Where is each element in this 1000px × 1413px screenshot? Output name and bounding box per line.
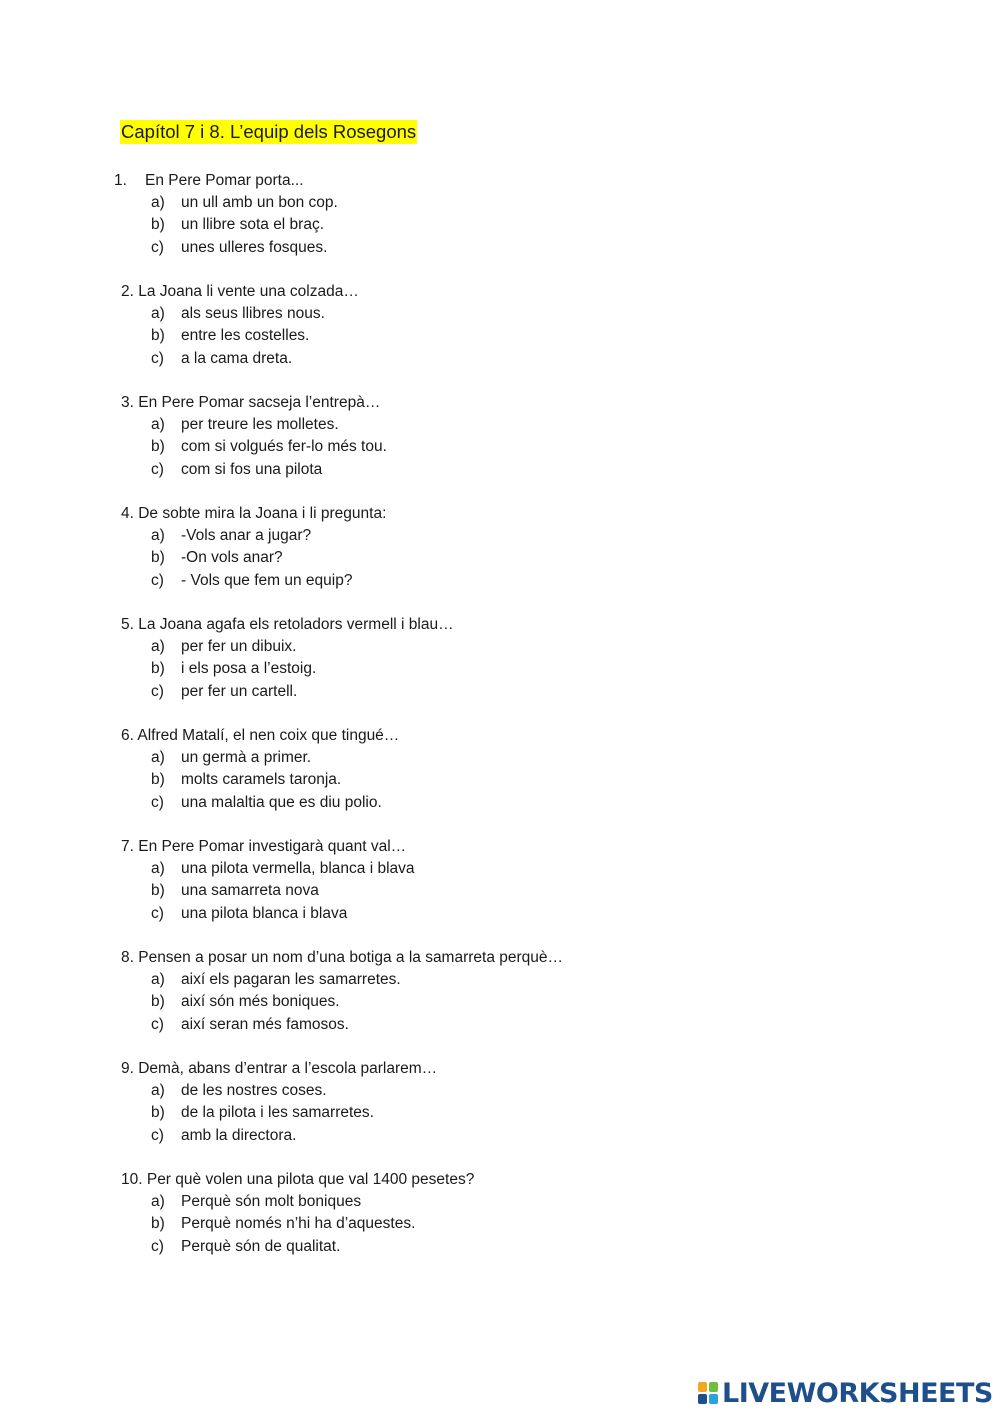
option-text: -On vols anar? — [181, 549, 283, 566]
option-letter: c) — [151, 1127, 164, 1144]
question-text: 5. La Joana agafa els retoladors vermell i blau… — [121, 616, 454, 633]
option-letter: a) — [151, 527, 165, 544]
option-c[interactable] — [151, 348, 292, 370]
option-letter: b) — [151, 771, 165, 788]
option-letter: b) — [151, 660, 165, 677]
option-letter: a) — [151, 749, 165, 766]
option-letter: a) — [151, 416, 165, 433]
logo-square-icon — [698, 1382, 707, 1392]
option-b[interactable] — [151, 547, 283, 569]
option-text: amb la directora. — [181, 1127, 297, 1144]
option-text: una malaltia que es diu polio. — [181, 794, 382, 811]
option-text: - Vols que fem un equip? — [181, 572, 353, 589]
option-a[interactable] — [151, 1080, 327, 1102]
option-letter: b) — [151, 993, 165, 1010]
option-letter: b) — [151, 1215, 165, 1232]
question-8 — [0, 947, 1000, 1058]
option-text: de les nostres coses. — [181, 1082, 327, 1099]
option-letter: b) — [151, 327, 165, 344]
option-a[interactable] — [151, 192, 338, 214]
option-b[interactable] — [151, 214, 324, 236]
option-c[interactable] — [151, 681, 297, 703]
question-text: 9. Demà, abans d’entrar a l’escola parlarem… — [121, 1060, 438, 1077]
question-9 — [0, 1058, 1000, 1169]
option-b[interactable] — [151, 991, 340, 1013]
option-b[interactable] — [151, 880, 319, 902]
option-a[interactable] — [151, 747, 311, 769]
question-number: 1. — [114, 172, 127, 189]
option-text: -Vols anar a jugar? — [181, 527, 312, 544]
question-text: 3. En Pere Pomar sacseja l’entrepà… — [121, 394, 381, 411]
option-a[interactable] — [151, 636, 296, 658]
page-title: Capítol 7 i 8. L’equip dels Rosegons — [121, 121, 417, 142]
option-letter: b) — [151, 1104, 165, 1121]
option-letter: c) — [151, 239, 164, 256]
option-letter: a) — [151, 1082, 165, 1099]
option-text: als seus llibres nous. — [181, 305, 325, 322]
option-letter: a) — [151, 638, 165, 655]
option-text: per fer un dibuix. — [181, 638, 297, 655]
option-text: unes ulleres fosques. — [181, 239, 328, 256]
option-c[interactable] — [151, 237, 327, 259]
liveworksheets-logo-icon — [697, 1381, 719, 1405]
option-a[interactable] — [151, 303, 325, 325]
question-list — [0, 170, 1000, 1280]
option-letter: b) — [151, 216, 165, 233]
question-text: 8. Pensen a posar un nom d’una botiga a la samarreta perquè… — [121, 949, 564, 966]
option-text: com si volgués fer-lo més tou. — [181, 438, 387, 455]
option-text: una samarreta nova — [181, 882, 319, 899]
option-text: un germà a primer. — [181, 749, 312, 766]
question-text: 2. La Joana li vente una colzada… — [121, 283, 359, 300]
option-letter: a) — [151, 1193, 165, 1210]
question-6 — [0, 725, 1000, 836]
question-10 — [0, 1169, 1000, 1280]
logo-square-icon — [709, 1394, 718, 1404]
option-letter: c) — [151, 1238, 164, 1255]
option-c[interactable] — [151, 1236, 340, 1258]
question-4 — [0, 503, 1000, 614]
option-text: Perquè són de qualitat. — [181, 1238, 341, 1255]
option-letter: a) — [151, 305, 165, 322]
option-a[interactable] — [151, 969, 401, 991]
option-b[interactable] — [151, 325, 309, 347]
option-text: Perquè són molt boniques — [181, 1193, 362, 1210]
question-3 — [0, 392, 1000, 503]
option-c[interactable] — [151, 903, 347, 925]
option-letter: b) — [151, 882, 165, 899]
option-letter: a) — [151, 860, 165, 877]
option-text: una pilota vermella, blanca i blava — [181, 860, 415, 877]
option-a[interactable] — [151, 858, 415, 880]
option-text: a la cama dreta. — [181, 350, 293, 367]
option-b[interactable] — [151, 1102, 374, 1124]
option-text: per treure les molletes. — [181, 416, 339, 433]
question-text: En Pere Pomar porta... — [145, 172, 304, 189]
option-a[interactable] — [151, 1191, 361, 1213]
option-text: i els posa a l’estoig. — [181, 660, 317, 677]
option-text: Perquè només n’hi ha d’aquestes. — [181, 1215, 416, 1232]
option-b[interactable] — [151, 1213, 415, 1235]
option-text: entre les costelles. — [181, 327, 310, 344]
option-text: per fer un cartell. — [181, 683, 298, 700]
option-text: una pilota blanca i blava — [181, 905, 348, 922]
option-b[interactable] — [151, 769, 341, 791]
option-c[interactable] — [151, 570, 352, 592]
option-text: de la pilota i les samarretes. — [181, 1104, 374, 1121]
option-c[interactable] — [151, 1125, 296, 1147]
option-letter: c) — [151, 572, 164, 589]
option-text: un ull amb un bon cop. — [181, 194, 338, 211]
option-text: així seran més famosos. — [181, 1016, 349, 1033]
option-letter: c) — [151, 461, 164, 478]
question-5 — [0, 614, 1000, 725]
question-text: 10. Per què volen una pilota que val 1400 pesetes? — [121, 1171, 475, 1188]
option-text: molts caramels taronja. — [181, 771, 342, 788]
option-letter: c) — [151, 683, 164, 700]
liveworksheets-logo — [697, 1375, 993, 1411]
option-letter: c) — [151, 794, 164, 811]
option-text: així els pagaran les samarretes. — [181, 971, 401, 988]
logo-square-icon — [698, 1394, 707, 1404]
question-1 — [0, 170, 1000, 281]
option-text: així són més boniques. — [181, 993, 340, 1010]
logo-text: LIVEWORKSHEETS — [722, 1377, 993, 1409]
option-text: un llibre sota el braç. — [181, 216, 325, 233]
question-text: 7. En Pere Pomar investigarà quant val… — [121, 838, 407, 855]
option-letter: c) — [151, 905, 164, 922]
option-b[interactable] — [151, 436, 387, 458]
question-text: 6. Alfred Matalí, el nen coix que tingué… — [121, 727, 400, 744]
option-c[interactable] — [151, 792, 382, 814]
question-7 — [0, 836, 1000, 947]
option-c[interactable] — [151, 1014, 349, 1036]
question-text: 4. De sobte mira la Joana i li pregunta: — [121, 505, 387, 522]
option-b[interactable] — [151, 658, 316, 680]
logo-square-icon — [709, 1382, 718, 1392]
option-letter: b) — [151, 549, 165, 566]
option-letter: b) — [151, 438, 165, 455]
option-a[interactable] — [151, 414, 339, 436]
option-text: com si fos una pilota — [181, 461, 323, 478]
option-c[interactable] — [151, 459, 322, 481]
question-2 — [0, 281, 1000, 392]
option-letter: c) — [151, 350, 164, 367]
option-letter: c) — [151, 1016, 164, 1033]
option-letter: a) — [151, 194, 165, 211]
option-letter: a) — [151, 971, 165, 988]
option-a[interactable] — [151, 525, 311, 547]
